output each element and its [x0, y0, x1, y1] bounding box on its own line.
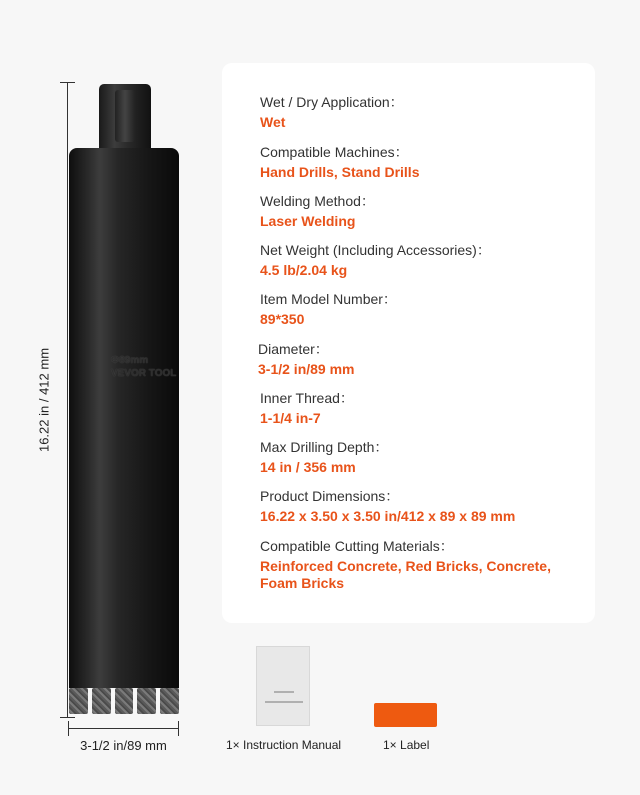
drill-bit-engraving [111, 354, 179, 380]
width-dimension-line [68, 728, 179, 729]
spec-inner-thread [260, 390, 354, 427]
spec-cutting-materials [260, 538, 551, 592]
spec-value: Wet [260, 114, 286, 130]
spec-net-weight [260, 242, 491, 279]
instruction-manual-label: 1× Instruction Manual [226, 738, 342, 752]
spec-label: Diameter： [258, 341, 329, 357]
height-dimension-cap-top [60, 82, 75, 83]
height-dimension-line [67, 82, 68, 718]
manual-text-line [274, 691, 294, 693]
spec-value: 1-1/4 in-7 [260, 410, 321, 426]
engraving-line-1: Φ89mm [111, 355, 149, 366]
drill-bit-diamond-segments [69, 686, 179, 716]
spec-value: Hand Drills, Stand Drills [260, 164, 420, 180]
diamond-segment [92, 688, 111, 714]
spec-label: Item Model Number： [260, 291, 397, 307]
spec-label: Welding Method： [260, 193, 375, 209]
height-dimension-label: 16.22 in / 412 mm [36, 347, 52, 453]
diamond-segment [137, 688, 156, 714]
spec-value: 89*350 [260, 311, 305, 327]
engraving-line-2: VEVOR TOOL [111, 368, 177, 379]
spec-label: Max Drilling Depth： [260, 439, 389, 455]
spec-value: 16.22 x 3.50 x 3.50 in/412 x 89 x 89 mm [260, 508, 516, 524]
drill-bit-hex-nut [99, 84, 151, 150]
spec-value: 4.5 lb/2.04 kg [260, 262, 348, 278]
spec-wet-dry [260, 94, 404, 131]
spec-label: Inner Thread： [260, 390, 354, 406]
spec-label: Compatible Machines： [260, 144, 409, 160]
spec-value: Laser Welding [260, 213, 356, 229]
spec-compatible-machines [260, 144, 419, 181]
width-dimension-cap-left [68, 721, 69, 736]
height-dimension-cap-bottom [60, 717, 75, 718]
diamond-segment [160, 688, 179, 714]
diamond-segment [69, 688, 88, 714]
spec-label: Compatible Cutting Materials： [260, 538, 454, 554]
spec-label: Net Weight (Including Accessories)： [260, 242, 491, 258]
spec-diameter [258, 341, 355, 378]
spec-value: 14 in / 356 mm [260, 459, 356, 475]
spec-value-line-1: Reinforced Concrete, Red Bricks, Concrete, [260, 558, 551, 574]
diamond-segment [115, 688, 134, 714]
label-sticker-image [374, 703, 437, 727]
spec-value: 3-1/2 in/89 mm [258, 361, 355, 377]
manual-text-line [265, 701, 303, 703]
drill-bit-body [69, 148, 179, 688]
spec-product-dimensions [260, 488, 515, 525]
spec-welding-method [260, 193, 375, 230]
width-dimension-cap-right [178, 721, 179, 736]
spec-model-number [260, 291, 397, 328]
width-dimension-label: 3-1/2 in/89 mm [80, 738, 167, 753]
label-sticker-label: 1× Label [383, 738, 430, 752]
instruction-manual-image [256, 646, 310, 726]
spec-label: Product Dimensions： [260, 488, 400, 504]
spec-label: Wet / Dry Application： [260, 94, 404, 110]
spec-value-line-2: Foam Bricks [260, 575, 345, 591]
spec-max-drilling-depth [260, 439, 388, 476]
